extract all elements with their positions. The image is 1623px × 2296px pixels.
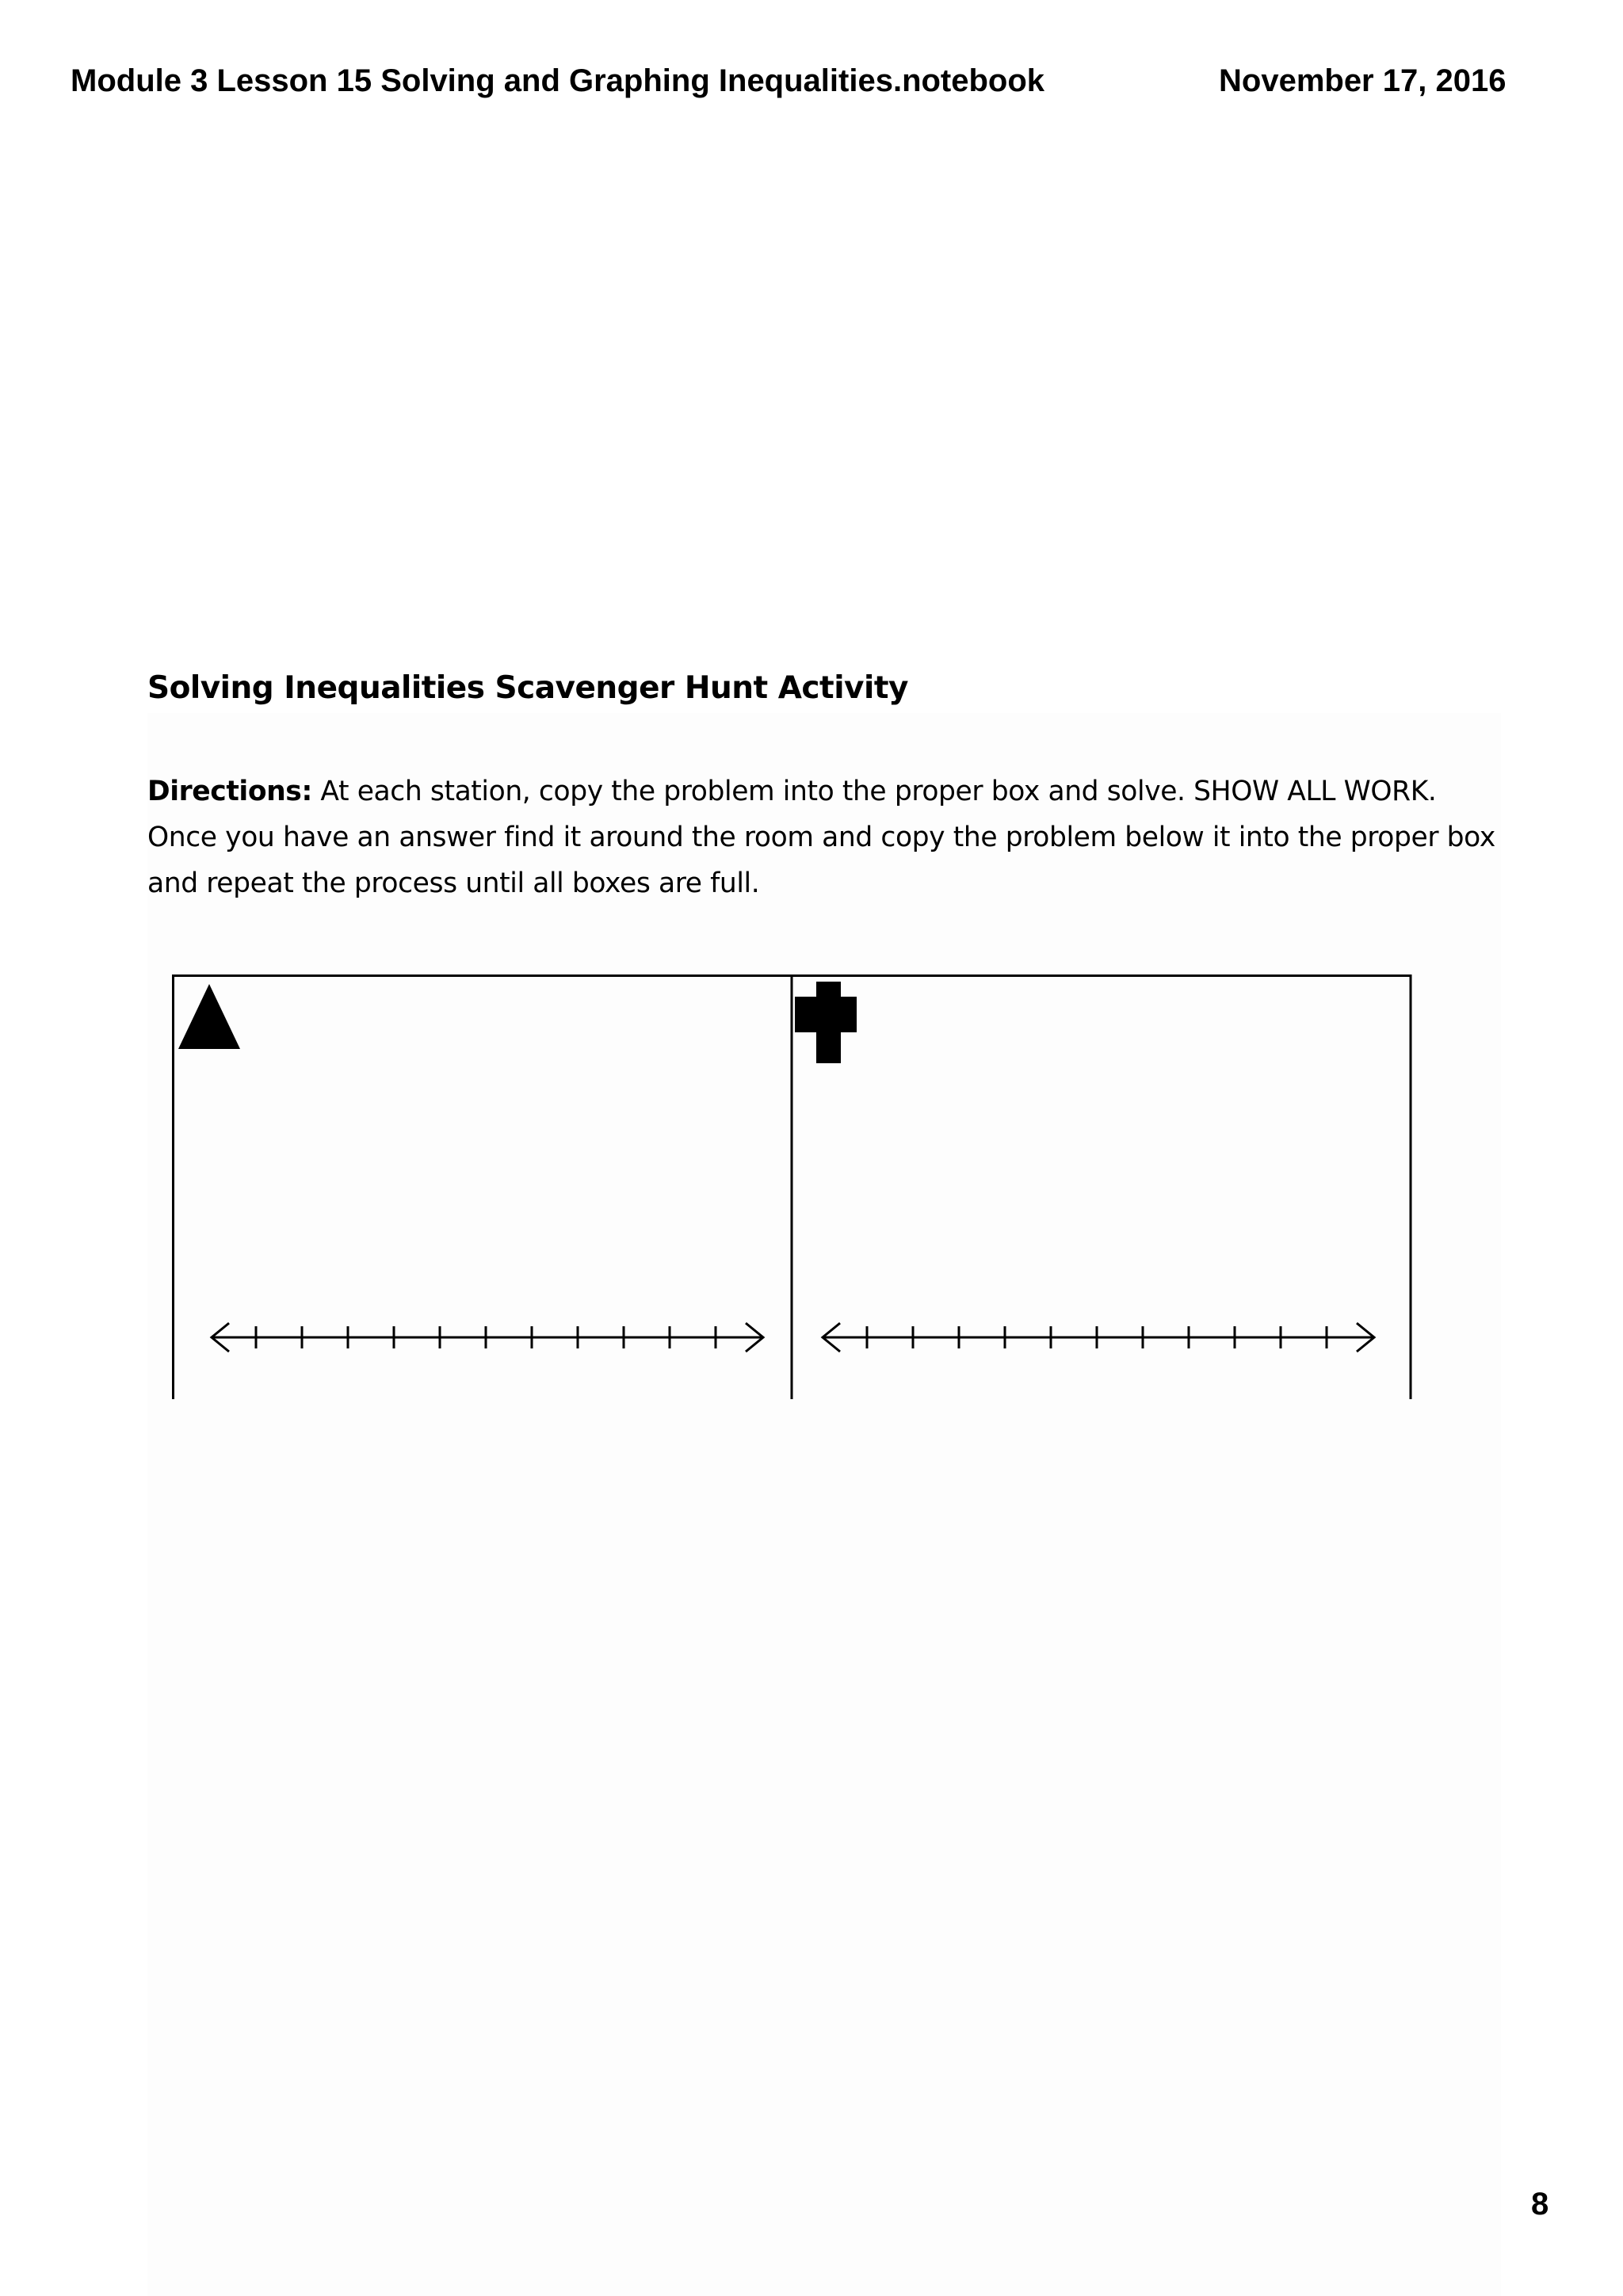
triangle-icon <box>178 984 240 1049</box>
cross-icon <box>795 982 857 1063</box>
page-content-area <box>147 713 1501 2296</box>
activity-title: Solving Inequalities Scavenger Hunt Activity <box>147 670 908 706</box>
directions-label: Directions: <box>147 776 312 807</box>
directions-text: At each station, copy the problem into the proper box and solve. SHOW ALL WORK. Once you have an answer find it around the room and copy the problem below it into the proper box and repeat the process until all boxes are full. <box>147 776 1495 899</box>
notebook-title: Module 3 Lesson 15 Solving and Graphing Inequalities.notebook <box>71 63 1045 98</box>
directions-paragraph <box>147 769 1510 906</box>
header-date: November 17, 2016 <box>1219 63 1507 98</box>
number-line-left <box>212 1323 763 1352</box>
page-number: 8 <box>1531 2187 1549 2222</box>
number-line-right <box>823 1323 1374 1352</box>
worksheet-table <box>172 974 1413 1399</box>
